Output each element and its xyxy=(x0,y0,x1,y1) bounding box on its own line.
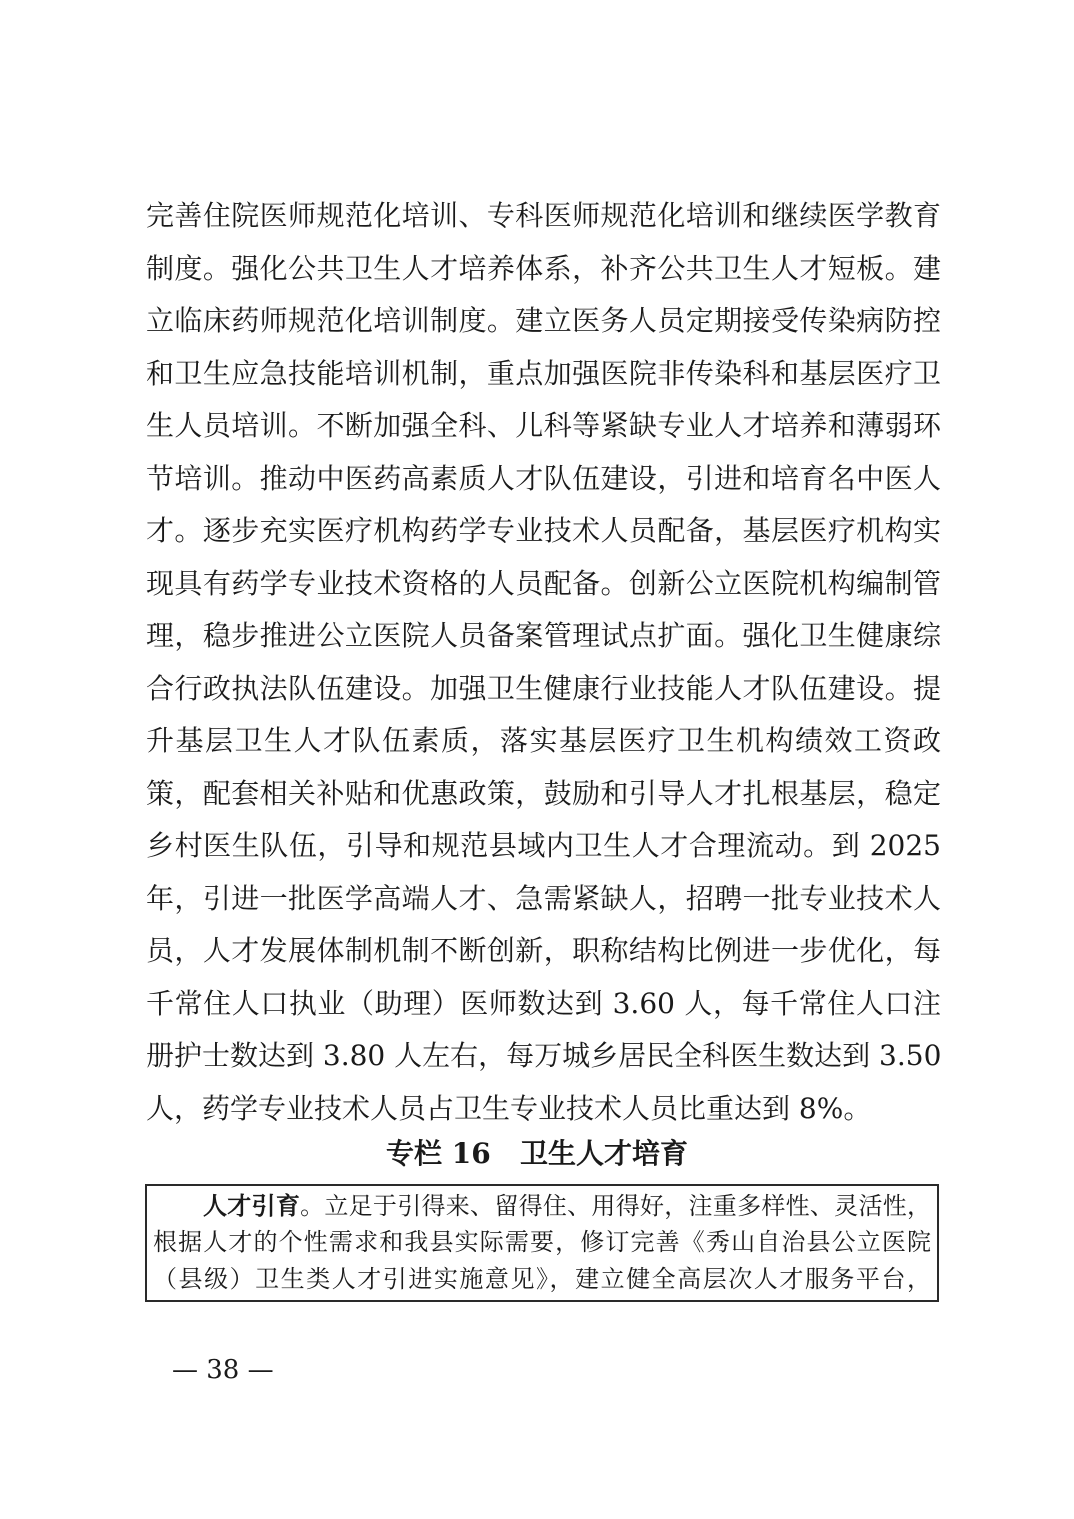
column-lead-term: 人才引育 xyxy=(203,1191,301,1220)
body-line: 立临床药师规范化培训制度。建立医务人员定期接受传染病防控 xyxy=(146,304,941,337)
body-line: 现具有药学专业技术资格的人员配备。创新公立医院机构编制管 xyxy=(146,566,941,600)
body-line: 乡村医生队伍，引导和规范县域内卫生人才合理流动。到 2025 xyxy=(146,829,941,862)
body-line: 完善住院医师规范化培训、专科医师规范化培训和继续医学教育 xyxy=(146,199,941,232)
body-line: 合行政执法队伍建设。加强卫生健康行业技能人才队伍建设。提 xyxy=(146,671,941,705)
body-line: 理，稳步推进公立医院人员备案管理试点扩面。强化卫生健康综 xyxy=(146,619,941,652)
body-line: 生人员培训。不断加强全科、儿科等紧缺专业人才培养和薄弱环 xyxy=(146,409,941,442)
body-line: 人，药学专业技术人员占卫生专业技术人员比重达到 8%。 xyxy=(146,1091,872,1125)
column-box-text: 。立足于引得来、留得住、用得好，注重多样性、灵活性， xyxy=(300,1192,932,1220)
column-box-line: （县级）卫生类人才引进实施意见》，建立健全高层次人才服务平台， xyxy=(153,1265,931,1293)
body-line: 才。逐步充实医疗机构药学专业技术人员配备，基层医疗机构实 xyxy=(146,514,941,547)
column-title: 专栏 16 卫生人才培育 xyxy=(386,1137,688,1170)
body-line: 员，人才发展体制机制不断创新，职称结构比例进一步优化，每 xyxy=(146,934,941,967)
body-line: 升基层卫生人才队伍素质，落实基层医疗卫生机构绩效工资政 xyxy=(146,724,941,757)
column-box-line xyxy=(153,1187,931,1224)
column-box-line: 根据人才的个性需求和我县实际需要，修订完善《秀山自治县公立医院 xyxy=(153,1228,931,1256)
column-box xyxy=(145,1184,939,1302)
page-number: — 38 — xyxy=(172,1355,274,1385)
body-line: 节培训。推动中医药高素质人才队伍建设，引进和培育名中医人 xyxy=(146,461,941,495)
body-line: 册护士数达到 3.80 人左右，每万城乡居民全科医生数达到 3.50 xyxy=(146,1039,942,1072)
body-line: 和卫生应急技能培训机制，重点加强医院非传染科和基层医疗卫 xyxy=(146,356,941,390)
body-line: 策，配套相关补贴和优惠政策，鼓励和引导人才扎根基层，稳定 xyxy=(146,776,941,810)
body-line: 千常住人口执业（助理）医师数达到 3.60 人，每千常住人口注 xyxy=(146,986,941,1020)
body-line: 年，引进一批医学高端人才、急需紧缺人，招聘一批专业技术人 xyxy=(146,881,941,915)
body-paragraph xyxy=(146,190,941,1135)
body-line: 制度。强化公共卫生人才培养体系，补齐公共卫生人才短板。建 xyxy=(146,251,941,285)
